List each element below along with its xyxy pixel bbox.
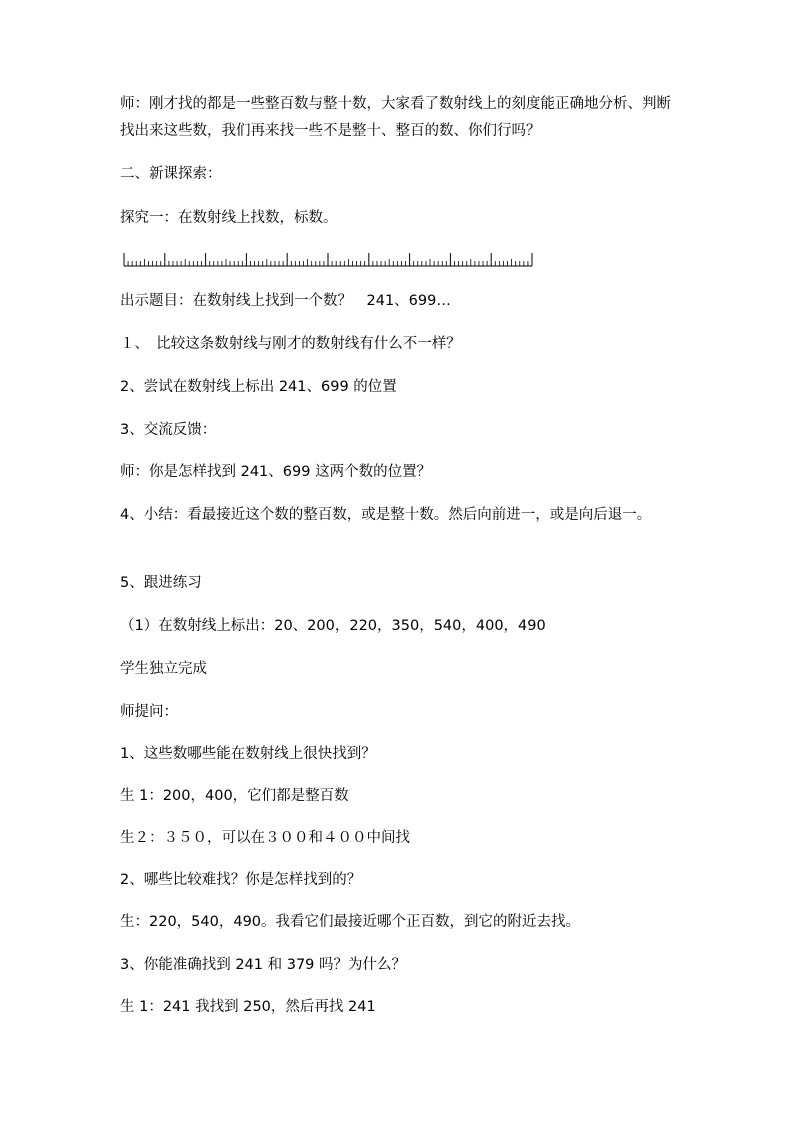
paragraph-step-5: 5、跟进练习 <box>120 575 202 591</box>
number-ray <box>122 252 534 270</box>
paragraph-question-1: 1、这些数哪些能在数射线上很快找到？ <box>120 746 376 762</box>
paragraph-summary: 4、小结：看最接近这个数的整百数，或是整十数。然后向前进一，或是向后退一。 <box>120 507 652 523</box>
paragraph-question-2: 2、哪些比较难找？你是怎样找到的？ <box>120 872 362 888</box>
paragraph-step-2: 2、尝试在数射线上标出 241、699 的位置 <box>120 379 397 395</box>
paragraph-teacher-intro: 师：刚才找的都是一些整百数与整十数，大家看了数射线上的刻度能正确地分析、判断找出来这些数，我们再来找一些不是整十、整百的数、你们行吗？ <box>120 96 671 139</box>
paragraph-student-1-answer: 生 1：200，400，它们都是整百数 <box>120 788 349 804</box>
paragraph-show-problem: 出示题目：在数射线上找到一个数？ 241、699… <box>120 293 451 309</box>
paragraph-step-3: 3、交流反馈： <box>120 422 217 438</box>
paragraph-teacher-question: 师：你是怎样找到 241、699 这两个数的位置？ <box>120 464 432 480</box>
paragraph-question-3: 3、你能准确找到 241 和 379 吗？为什么？ <box>120 957 407 973</box>
paragraph-teacher-asks: 师提问： <box>120 704 178 720</box>
subsection-heading-explore-1: 探究一：在数射线上找数，标数。 <box>120 210 338 226</box>
section-heading-new-lesson: 二、新课探索： <box>120 166 222 182</box>
number-ray-ticks <box>124 253 532 266</box>
paragraph-student-answer: 生：220，540，490。我看它们最接近哪个正百数，到它的附近去找。 <box>120 914 581 930</box>
paragraph-exercise-1: （1）在数射线上标出：20、200，220，350，540，400，490 <box>120 618 546 634</box>
paragraph-students-independent: 学生独立完成 <box>120 661 207 677</box>
paragraph-student-1-answer-2: 生 1：241 我找到 250，然后再找 241 <box>120 999 376 1015</box>
paragraph-step-1: １、 比较这条数射线与刚才的数射线有什么不一样？ <box>120 336 461 352</box>
paragraph-student-2-answer: 生２：３５０，可以在３００和４００中间找 <box>120 830 410 846</box>
